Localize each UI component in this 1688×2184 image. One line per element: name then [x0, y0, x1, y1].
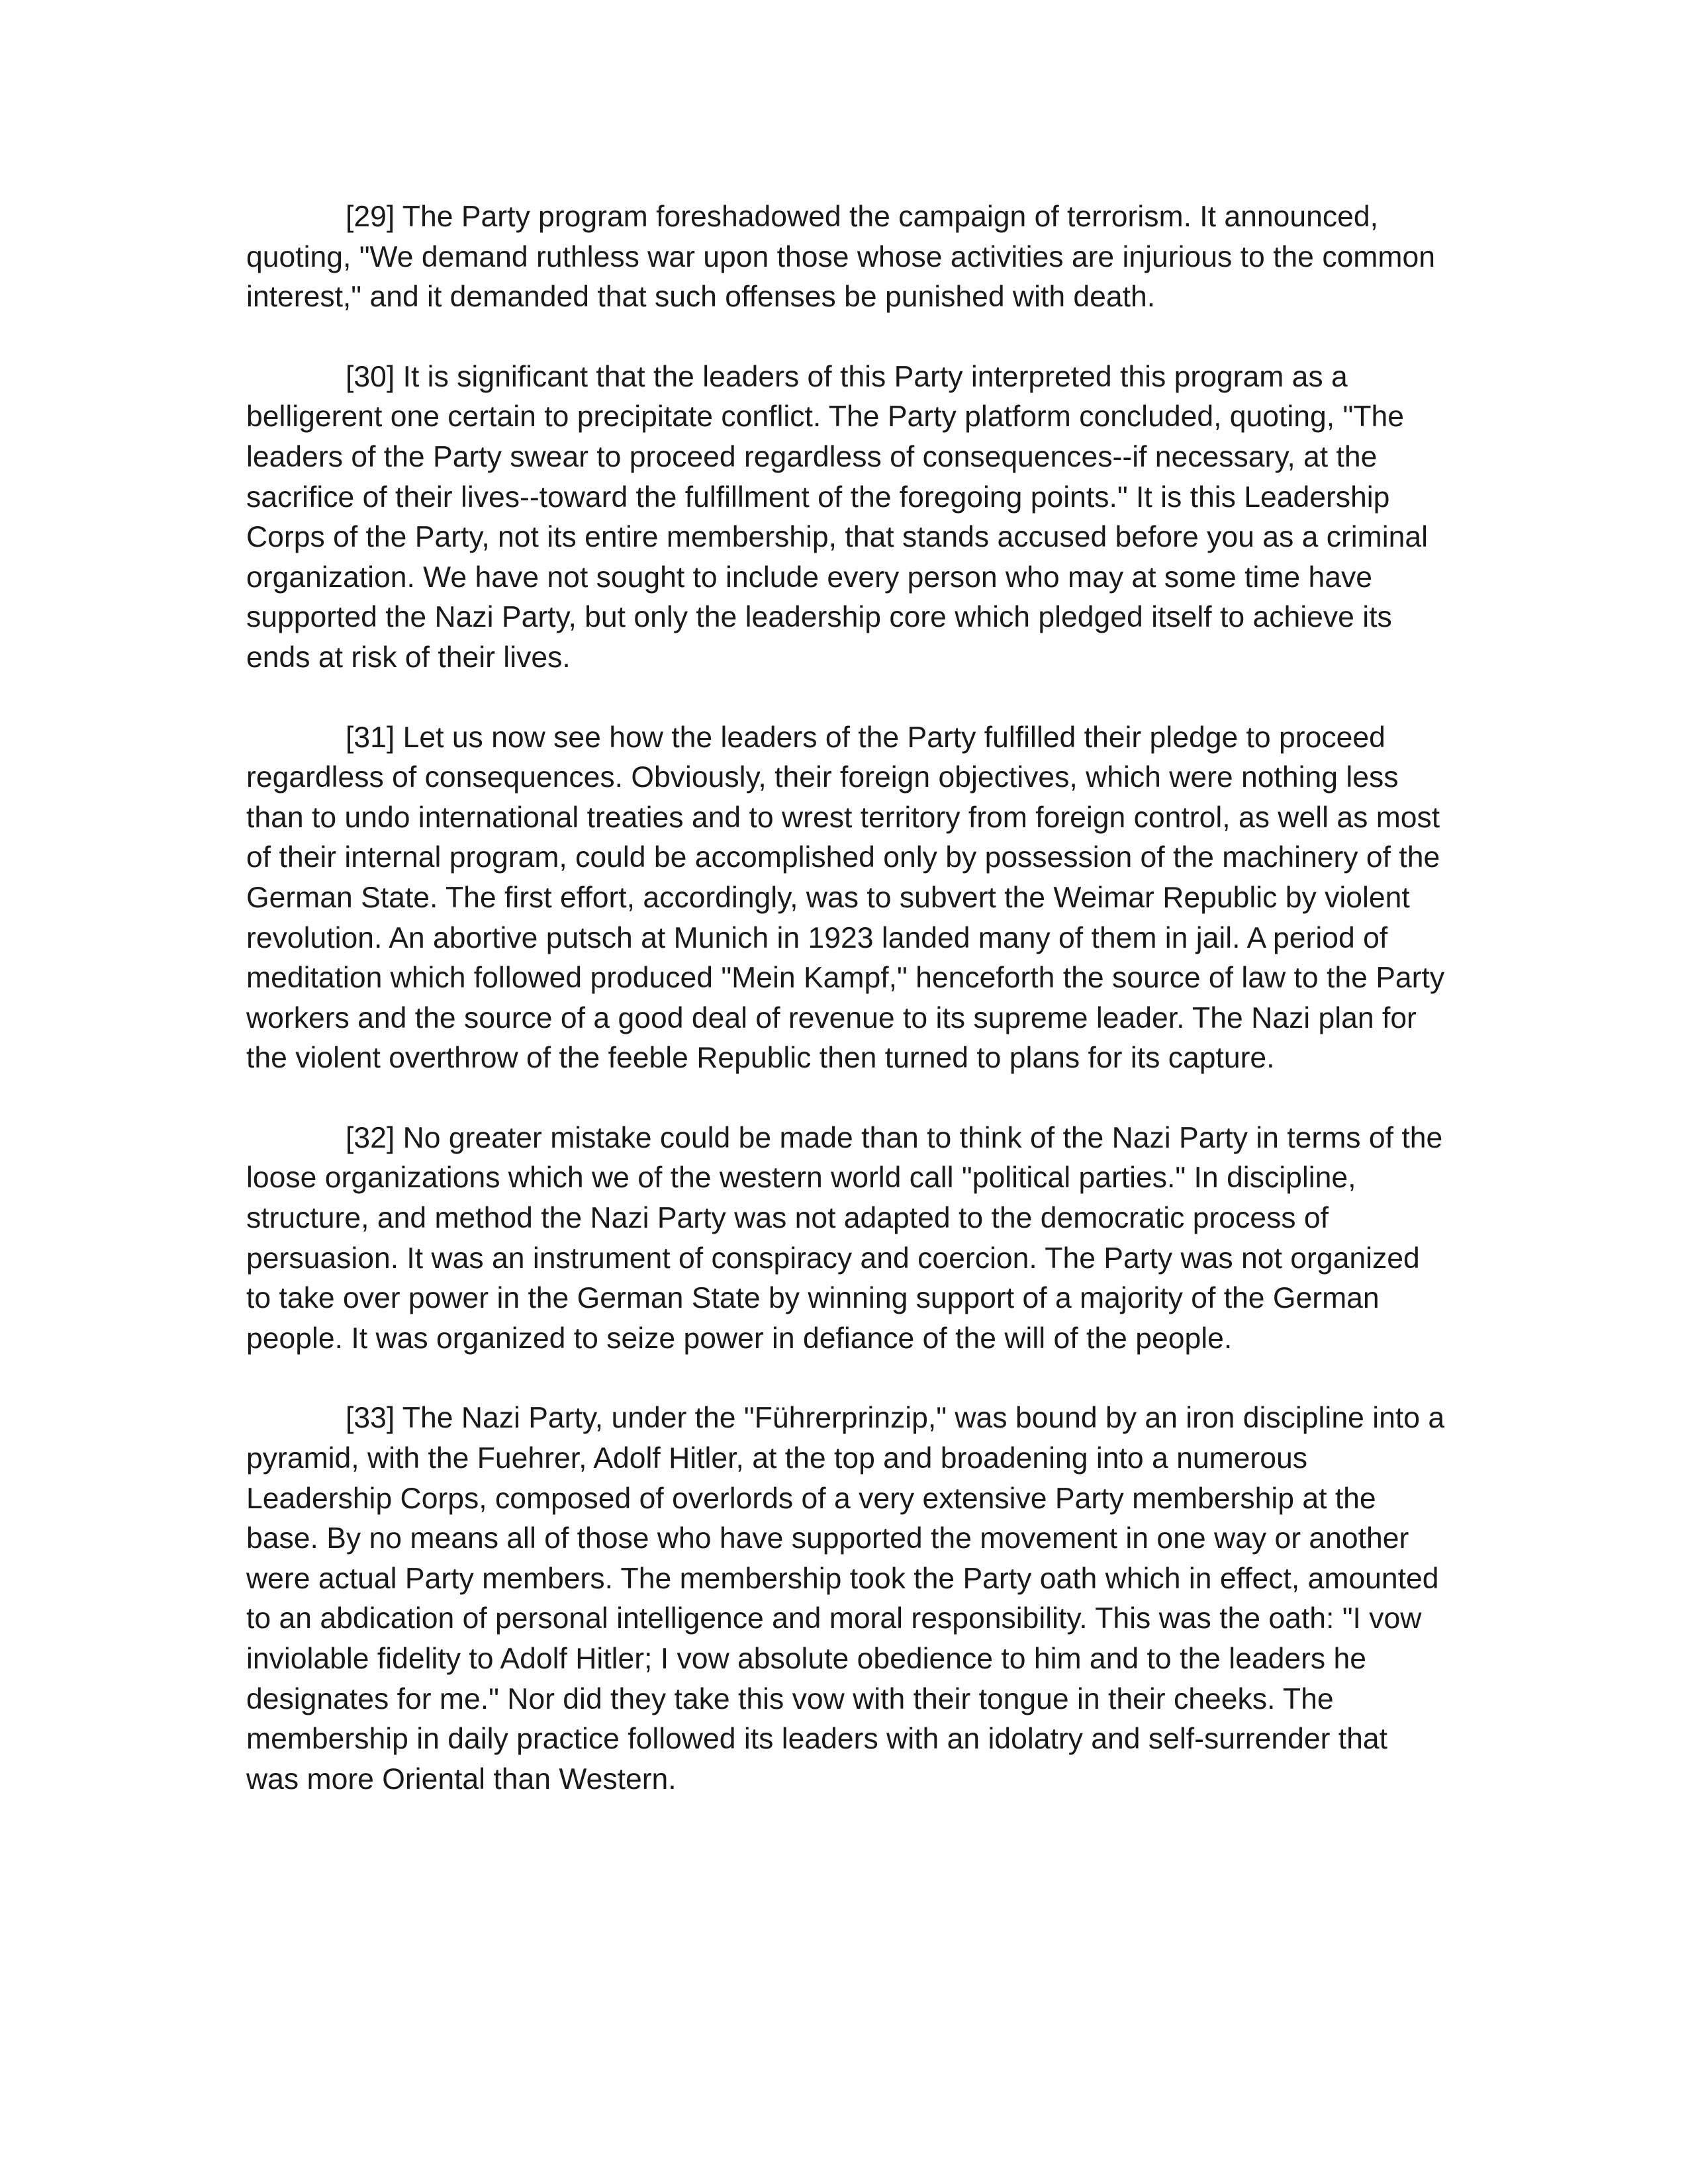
- document-page: [246, 197, 1448, 1839]
- text-line: common interest," and it demanded that such offenses be punished with death.: [246, 240, 1435, 314]
- text-line: itself to achieve its ends at risk of their lives.: [246, 601, 1392, 674]
- paragraph-32: [246, 1118, 1448, 1359]
- text-line: in one way or another were actual Party members. The membership took the Party oath: [246, 1522, 1409, 1595]
- text-line: with their tongue in their cheeks. The membership in daily practice followed its leaders: [246, 1682, 1334, 1756]
- text-line: numerous Leadership Corps, composed of overlords of a very extensive Party: [246, 1442, 1307, 1515]
- text-line: you as a criminal organization. We have not sought to include every person who may at: [246, 521, 1428, 594]
- text-line: responsibility. This was the oath: "I vow inviolable fidelity to Adolf Hitler; I vow absolute: [246, 1602, 1422, 1675]
- paragraph-30: [246, 357, 1448, 678]
- text-line: discipline, structure, and method the Nazi Party was not adapted to the democratic: [246, 1161, 1356, 1235]
- text-line: not organized to take over power in the German State by winning support of a majority: [246, 1242, 1420, 1315]
- text-line: "The leaders of the Party swear to proceed regardless of consequences--if necessary, at: [246, 400, 1405, 473]
- text-line: with an idolatry and self-surrender that was more Oriental than Western.: [246, 1723, 1387, 1796]
- text-line: them in jail. A period of meditation which followed produced "Mein Kampf," henceforth: [246, 921, 1388, 995]
- text-line: Republic by violent revolution. An abortive putsch at Munich in 1923 landed many of: [246, 881, 1410, 954]
- paragraph-29: [246, 197, 1448, 318]
- text-line: the sacrifice of their lives--toward the fulfillment of the foregoing points." It is this: [246, 440, 1378, 514]
- paragraph-33: [246, 1398, 1448, 1799]
- text-line: process of persuasion. It was an instrument of conspiracy and coercion. The Party was: [246, 1202, 1329, 1275]
- text-line: the loose organizations which we of the western world call "political parties." In: [246, 1121, 1443, 1195]
- text-line: [33] The Nazi Party, under the "Führerprinzip," was bound by an iron discipline: [346, 1402, 1364, 1435]
- text-line: Leadership Corps of the Party, not its entire membership, that stands accused before: [246, 480, 1390, 554]
- text-line: obedience to him and to the leaders he designates for me." Nor did they take this vow: [246, 1643, 1367, 1715]
- text-line: some time have supported the Nazi Party, but only the leadership core which pledged: [246, 561, 1373, 634]
- text-line: of the German people. It was organized to seize power in defiance of the will of the: [246, 1282, 1380, 1355]
- text-line: machinery of the German State. The first effort, accordingly, was to subvert the Weimar: [246, 841, 1440, 914]
- text-line: quoting, "We demand ruthless war upon those whose activities are injurious to the: [246, 240, 1314, 273]
- text-line: which in effect, amounted to an abdication of personal intelligence and moral: [246, 1562, 1439, 1635]
- text-line: people.: [1135, 1322, 1233, 1355]
- text-line: belligerent one certain to precipitate conflict. The Party platform concluded, quoting,: [246, 400, 1335, 433]
- text-line: most of their internal program, could be accomplished only by possession of the: [246, 801, 1440, 874]
- text-line: [31] Let us now see how the leaders of the Party fulfilled their pledge to proceed: [346, 721, 1385, 754]
- text-line: [29] The Party program foreshadowed the campaign of terrorism. It announced,: [346, 201, 1378, 233]
- text-line: [30] It is significant that the leaders of this Party interpreted this program as a: [346, 360, 1348, 393]
- text-line: turned to plans for its capture.: [884, 1042, 1275, 1075]
- text-line: membership at the base. By no means all of those who have supported the movement: [246, 1482, 1376, 1555]
- text-line: regardless of consequences. Obviously, their foreign objectives, which were nothing less: [246, 761, 1399, 794]
- text-line: [32] No greater mistake could be made than to think of the Nazi Party in terms of: [346, 1121, 1394, 1154]
- text-line: into a pyramid, with the Fuehrer, Adolf Hitler, at the top and broadening into a: [246, 1402, 1445, 1475]
- paragraph-31: [246, 718, 1448, 1079]
- text-line: the source of law to the Party workers and the source of a good deal of revenue to its: [246, 962, 1445, 1034]
- text-line: supreme leader. The Nazi plan for the violent overthrow of the feeble Republic then: [246, 1001, 1417, 1075]
- text-line: than to undo international treaties and to wrest territory from foreign control, as well as: [246, 801, 1368, 834]
